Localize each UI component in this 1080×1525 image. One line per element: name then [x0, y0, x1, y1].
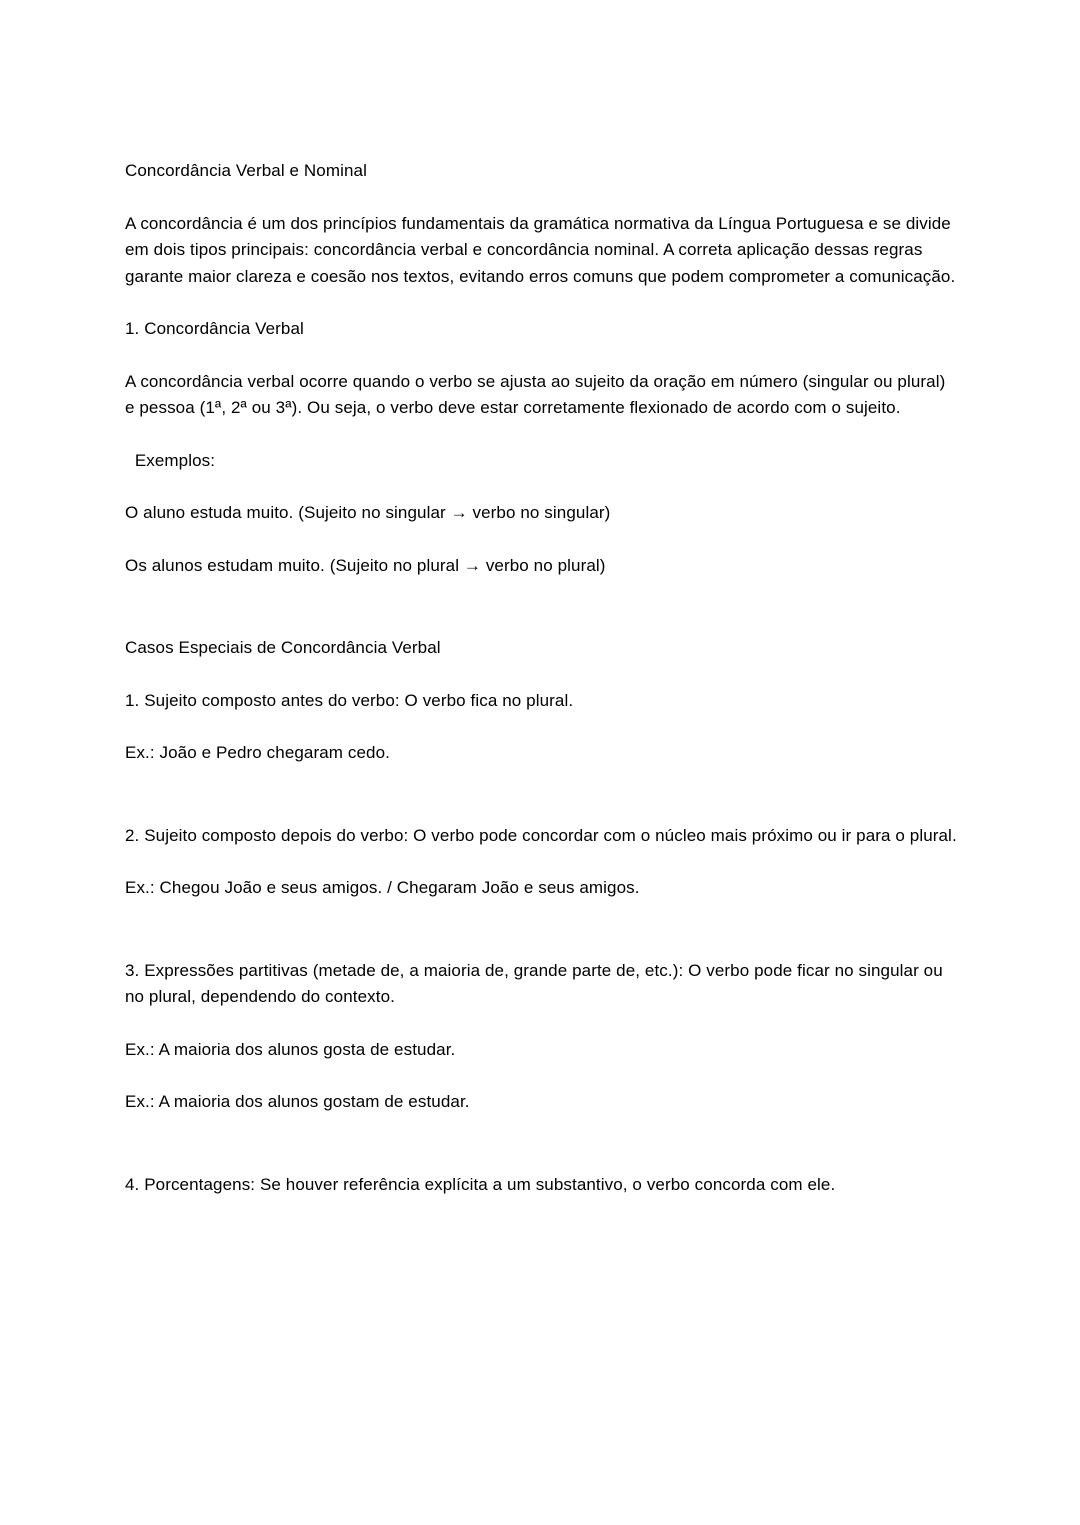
special-case-2-example: Ex.: Chegou João e seus amigos. / Chegaram João e seus amigos.	[125, 878, 640, 897]
special-case-3: 3. Expressões partitivas (metade de, a maioria de, grande parte de, etc.): O verbo pode ficar no singular ou no plural, dependendo do contexto.	[125, 960, 948, 1006]
intro-paragraph: A concordância é um dos princípios fundamentais da gramática normativa da Língua Portuguesa e se divide em dois tipos principais: concordância verbal e concordância nominal. A correta aplicação dessas regras garante maior clareza e coesão nos textos, evitando erros comuns que podem comprometer a comunicação.	[125, 213, 956, 286]
special-case-2: 2. Sujeito composto depois do verbo: O verbo pode concordar com o núcleo mais próximo ou ir para o plural.	[125, 825, 957, 845]
document-title: Concordância Verbal e Nominal	[125, 161, 367, 180]
example-singular: O aluno estuda muito. (Sujeito no singular → verbo no singular)	[125, 503, 611, 522]
section-body-concordancia-verbal: A concordância verbal ocorre quando o verbo se ajusta ao sujeito da oração em número (singular ou plural) e pessoa (1ª, 2ª ou 3ª). Ou seja, o verbo deve estar corretamente flexionado de acordo com o sujeito.	[125, 371, 951, 417]
special-case-1: 1. Sujeito composto antes do verbo: O verbo fica no plural.	[125, 690, 574, 710]
special-case-3-example-2: Ex.: A maioria dos alunos gostam de estudar.	[125, 1092, 470, 1111]
special-case-4: 4. Porcentagens: Se houver referência explícita a um substantivo, o verbo concorda com ele.	[125, 1174, 836, 1194]
special-case-3-example-1: Ex.: A maioria dos alunos gosta de estudar.	[125, 1039, 456, 1059]
section-heading-casos-especiais: Casos Especiais de Concordância Verbal	[125, 638, 441, 657]
section-heading-concordancia-verbal: 1. Concordância Verbal	[125, 319, 304, 338]
examples-label: Exemplos:	[130, 450, 216, 470]
special-case-1-example: Ex.: João e Pedro chegaram cedo.	[125, 743, 390, 762]
example-plural: Os alunos estudam muito. (Sujeito no plural → verbo no plural)	[125, 555, 606, 575]
document-text-body	[125, 158, 957, 1224]
